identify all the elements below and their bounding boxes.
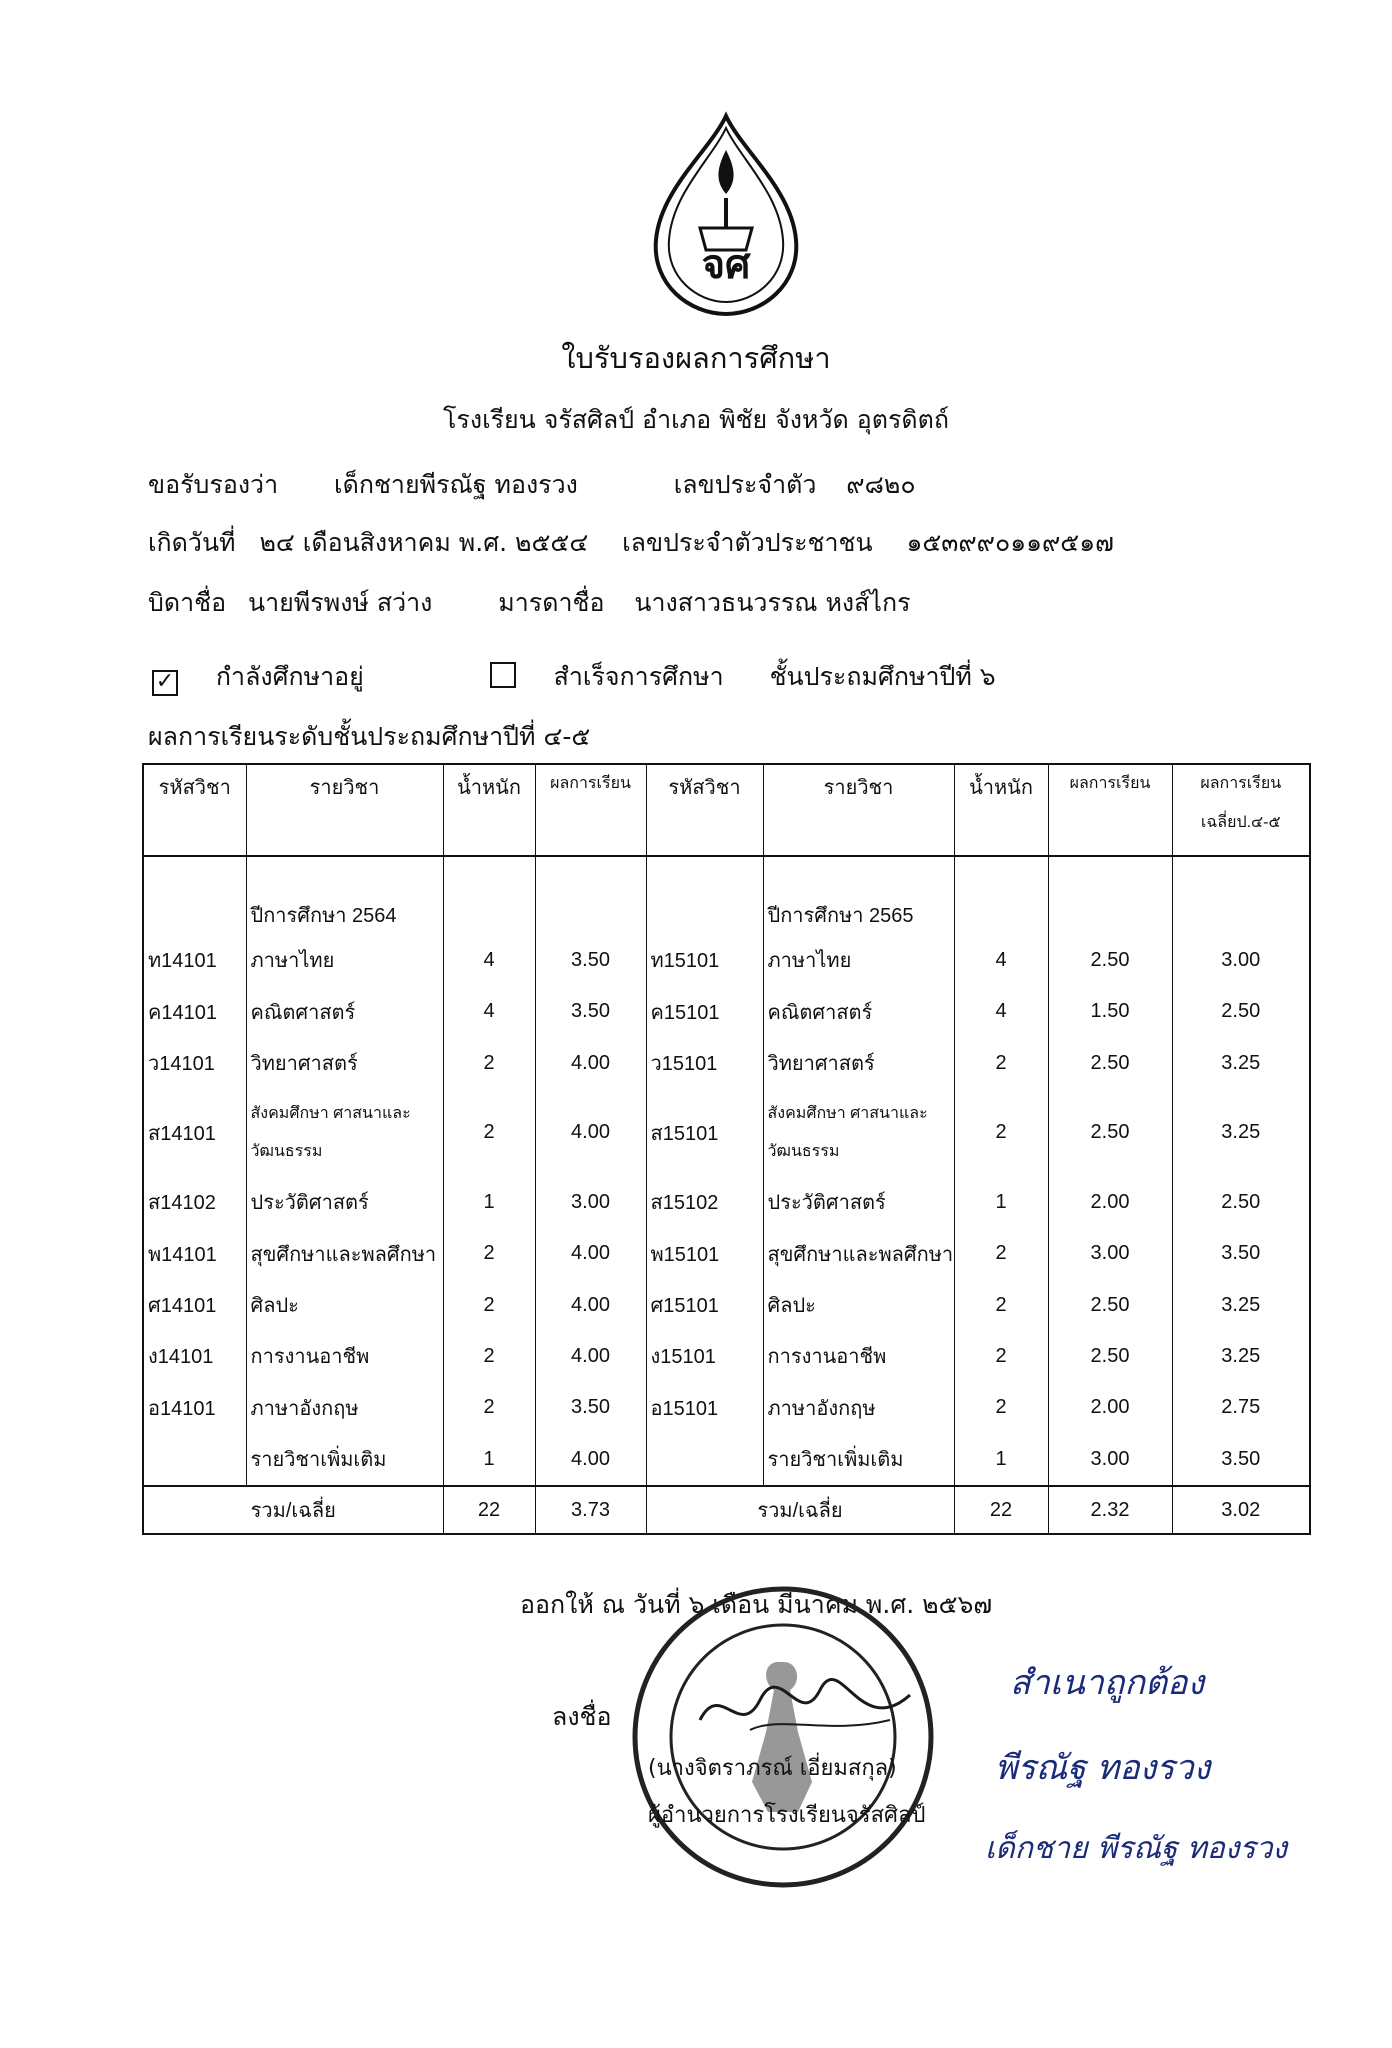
grade2-cell: 3.00 <box>1048 1434 1172 1486</box>
header-grade: ผลการเรียน <box>535 764 646 856</box>
subject2-cell: สังคมศึกษา ศาสนาและวัฒนธรรม <box>763 1089 954 1177</box>
year-1-label: ปีการศึกษา 2564 <box>246 856 443 935</box>
subject2-cell: รายวิชาเพิ่มเติม <box>763 1434 954 1486</box>
weight-cell: 1 <box>443 1177 535 1228</box>
signer-name: (นางจิตราภรณ์ เอี่ยมสกุล) <box>648 1756 897 1781</box>
code2-cell: ส15101 <box>646 1089 763 1177</box>
table-row <box>143 1331 1310 1382</box>
weight2-cell: 2 <box>954 1089 1048 1177</box>
header-subject: รายวิชา <box>246 764 443 856</box>
average-cell: 2.75 <box>1172 1382 1310 1433</box>
weight2-cell: 2 <box>954 1228 1048 1279</box>
table-row <box>143 1228 1310 1279</box>
code-cell <box>143 1434 246 1486</box>
average-cell: 3.50 <box>1172 1228 1310 1279</box>
table-header-row <box>143 764 1310 856</box>
table-row <box>143 1089 1310 1177</box>
average-cell: 3.25 <box>1172 1279 1310 1330</box>
subject2-cell: ประวัติศาสตร์ <box>763 1177 954 1228</box>
grade-cell: 3.50 <box>535 986 646 1037</box>
subject-cell: ภาษาไทย <box>246 935 443 986</box>
weight2-cell: 4 <box>954 986 1048 1037</box>
year-avg-cell <box>1172 856 1310 935</box>
year-grade-cell <box>535 856 646 935</box>
totals-grade-1: 3.73 <box>535 1486 646 1534</box>
header-weight-2: น้ำหนัก <box>954 764 1048 856</box>
average-cell: 3.25 <box>1172 1037 1310 1088</box>
weight-cell: 4 <box>443 935 535 986</box>
code-cell: ส14101 <box>143 1089 246 1177</box>
weight-cell: 2 <box>443 1382 535 1433</box>
handwriting-line-2: พีรณัฐ ทองรวง <box>995 1748 1211 1788</box>
subject2-cell: ภาษาไทย <box>763 935 954 986</box>
weight2-cell: 2 <box>954 1279 1048 1330</box>
year-weight-cell <box>443 856 535 935</box>
weight2-cell: 2 <box>954 1037 1048 1088</box>
weight2-cell: 4 <box>954 935 1048 986</box>
year-2-label: ปีการศึกษา 2565 <box>763 856 954 935</box>
grade-cell: 3.00 <box>535 1177 646 1228</box>
grade-cell: 3.50 <box>535 935 646 986</box>
grade2-cell: 2.50 <box>1048 1331 1172 1382</box>
subject-cell: ภาษาอังกฤษ <box>246 1382 443 1433</box>
subject2-cell: ศิลปะ <box>763 1279 954 1330</box>
table-caption: ผลการเรียนระดับชั้นประถมศึกษาปีที่ ๔-๕ <box>148 722 591 751</box>
average-cell: 3.00 <box>1172 935 1310 986</box>
totals-weight-2: 22 <box>954 1486 1048 1534</box>
subject-cell: การงานอาชีพ <box>246 1331 443 1382</box>
weight2-cell: 2 <box>954 1331 1048 1382</box>
year-code-cell <box>143 856 246 935</box>
graduated-checkbox[interactable] <box>490 662 516 688</box>
code2-cell: ว15101 <box>646 1037 763 1088</box>
national-id: ๑๕๓๙๙๐๑๑๙๕๑๗ <box>906 528 1114 557</box>
average-cell: 2.50 <box>1172 1177 1310 1228</box>
code-cell: พ14101 <box>143 1228 246 1279</box>
school-emblem <box>640 110 812 320</box>
subject-cell: รายวิชาเพิ่มเติม <box>246 1434 443 1486</box>
grade-cell: 4.00 <box>535 1279 646 1330</box>
parents-line <box>148 583 911 623</box>
code2-cell: พ15101 <box>646 1228 763 1279</box>
grade-cell: 3.50 <box>535 1382 646 1433</box>
issued-date: ออกให้ ณ วันที่ ๖ เดือน มีนาคม พ.ศ. ๒๕๖๗ <box>520 1590 993 1619</box>
signer-title: ผู้อำนวยการโรงเรียนจรัสศิลป์ <box>648 1803 926 1828</box>
subject2-cell: การงานอาชีพ <box>763 1331 954 1382</box>
code2-cell: ศ15101 <box>646 1279 763 1330</box>
mother-label: มารดาชื่อ <box>498 588 605 617</box>
svg-text:จศ: จศ <box>701 241 751 288</box>
studying-checkbox[interactable]: ✓ <box>152 670 178 696</box>
subject-cell: คณิตศาสตร์ <box>246 986 443 1037</box>
code2-cell: ส15102 <box>646 1177 763 1228</box>
code2-cell: ท15101 <box>646 935 763 986</box>
weight-cell: 2 <box>443 1279 535 1330</box>
average-cell: 3.25 <box>1172 1089 1310 1177</box>
level-label: ชั้นประถมศึกษาปีที่ ๖ <box>769 662 996 691</box>
student-id-label: เลขประจำตัว <box>673 470 817 499</box>
subject2-cell: วิทยาศาสตร์ <box>763 1037 954 1088</box>
certify-label: ขอรับรองว่า <box>148 470 279 499</box>
subject-cell: ประวัติศาสตร์ <box>246 1177 443 1228</box>
grade-cell: 4.00 <box>535 1331 646 1382</box>
school-line: โรงเรียน จรัสศิลป์ อำเภอ พิชัย จังหวัด อุตรดิตถ์ <box>443 405 949 434</box>
header-subject-2: รายวิชา <box>763 764 954 856</box>
weight-cell: 4 <box>443 986 535 1037</box>
weight2-cell: 2 <box>954 1382 1048 1433</box>
header-weight: น้ำหนัก <box>443 764 535 856</box>
student-name: เด็กชายพีรณัฐ ทองรวง <box>334 470 578 499</box>
grade2-cell: 1.50 <box>1048 986 1172 1037</box>
father-name: นายพีรพงษ์ สว่าง <box>248 588 433 617</box>
year-weight2-cell <box>954 856 1048 935</box>
grade-cell: 4.00 <box>535 1037 646 1088</box>
code-cell: อ14101 <box>143 1382 246 1433</box>
table-row <box>143 935 1310 986</box>
signature <box>690 1660 920 1750</box>
birth-label: เกิดวันที่ <box>148 528 236 557</box>
code-cell: ง14101 <box>143 1331 246 1382</box>
grade2-cell: 2.50 <box>1048 1089 1172 1177</box>
totals-label-1: รวม/เฉลี่ย <box>143 1486 443 1534</box>
table-row <box>143 1434 1310 1486</box>
header-average <box>1172 764 1310 856</box>
year-code2-cell <box>646 856 763 935</box>
mother-name: นางสาวธนวรรณ หงส์ไกร <box>634 588 911 617</box>
weight2-cell: 1 <box>954 1177 1048 1228</box>
code2-cell: ง15101 <box>646 1331 763 1382</box>
header-grade-2: ผลการเรียน <box>1048 764 1172 856</box>
code2-cell <box>646 1434 763 1486</box>
table-row <box>143 1382 1310 1433</box>
handwriting-line-1: สำเนาถูกต้อง <box>1010 1663 1205 1703</box>
code-cell: ศ14101 <box>143 1279 246 1330</box>
table-row <box>143 1177 1310 1228</box>
totals-weight-1: 22 <box>443 1486 535 1534</box>
grade2-cell: 2.00 <box>1048 1177 1172 1228</box>
grade2-cell: 2.50 <box>1048 1279 1172 1330</box>
totals-grade-2: 2.32 <box>1048 1486 1172 1534</box>
code-cell: ท14101 <box>143 935 246 986</box>
subject-cell: สุขศึกษาและพลศึกษา <box>246 1228 443 1279</box>
year-grade2-cell <box>1048 856 1172 935</box>
weight-cell: 2 <box>443 1228 535 1279</box>
code-cell: ค14101 <box>143 986 246 1037</box>
code-cell: ส14102 <box>143 1177 246 1228</box>
table-row <box>143 1037 1310 1088</box>
weight-cell: 1 <box>443 1434 535 1486</box>
header-code-2: รหัสวิชา <box>646 764 763 856</box>
grade-cell: 4.00 <box>535 1089 646 1177</box>
subject-cell: วิทยาศาสตร์ <box>246 1037 443 1088</box>
grade-cell: 4.00 <box>535 1228 646 1279</box>
studying-label: กำลังศึกษาอยู่ <box>215 662 364 691</box>
totals-average: 3.02 <box>1172 1486 1310 1534</box>
grades-table <box>142 763 1311 1535</box>
table-row <box>143 986 1310 1037</box>
birth-date: ๒๔ เดือนสิงหาคม พ.ศ. ๒๕๕๔ <box>259 528 589 557</box>
national-id-label: เลขประจำตัวประชาชน <box>622 528 873 557</box>
code2-cell: ค15101 <box>646 986 763 1037</box>
average-cell: 2.50 <box>1172 986 1310 1037</box>
document-title: ใบรับรองผลการศึกษา <box>561 341 831 375</box>
status-line <box>152 657 996 697</box>
subject-cell: ศิลปะ <box>246 1279 443 1330</box>
average-cell: 3.50 <box>1172 1434 1310 1486</box>
weight2-cell: 1 <box>954 1434 1048 1486</box>
grade2-cell: 2.50 <box>1048 1037 1172 1088</box>
totals-label-2: รวม/เฉลี่ย <box>646 1486 954 1534</box>
handwriting-line-3: เด็กชาย พีรณัฐ ทองรวง <box>985 1831 1288 1866</box>
weight-cell: 2 <box>443 1089 535 1177</box>
graduated-label: สำเร็จการศึกษา <box>553 662 724 691</box>
student-id: ๙๘๒๐ <box>846 470 916 499</box>
grade2-cell: 3.00 <box>1048 1228 1172 1279</box>
table-row <box>143 1279 1310 1330</box>
birth-line <box>148 523 1114 563</box>
header-average-line1: ผลการเรียน <box>1200 775 1282 792</box>
average-cell: 3.25 <box>1172 1331 1310 1382</box>
grade2-cell: 2.50 <box>1048 935 1172 986</box>
subject2-cell: คณิตศาสตร์ <box>763 986 954 1037</box>
subject-cell: สังคมศึกษา ศาสนาและวัฒนธรรม <box>246 1089 443 1177</box>
grade2-cell: 2.00 <box>1048 1382 1172 1433</box>
code2-cell: อ15101 <box>646 1382 763 1433</box>
student-line <box>148 465 916 505</box>
sign-label: ลงชื่อ <box>552 1702 612 1731</box>
grade-cell: 4.00 <box>535 1434 646 1486</box>
weight-cell: 2 <box>443 1331 535 1382</box>
father-label: บิดาชื่อ <box>148 588 227 617</box>
header-code: รหัสวิชา <box>143 764 246 856</box>
year-row <box>143 856 1310 935</box>
totals-row <box>143 1486 1310 1534</box>
subject2-cell: ภาษาอังกฤษ <box>763 1382 954 1433</box>
code-cell: ว14101 <box>143 1037 246 1088</box>
weight-cell: 2 <box>443 1037 535 1088</box>
header-average-line2: เฉลี่ยป.๔-๕ <box>1200 814 1281 831</box>
subject2-cell: สุขศึกษาและพลศึกษา <box>763 1228 954 1279</box>
